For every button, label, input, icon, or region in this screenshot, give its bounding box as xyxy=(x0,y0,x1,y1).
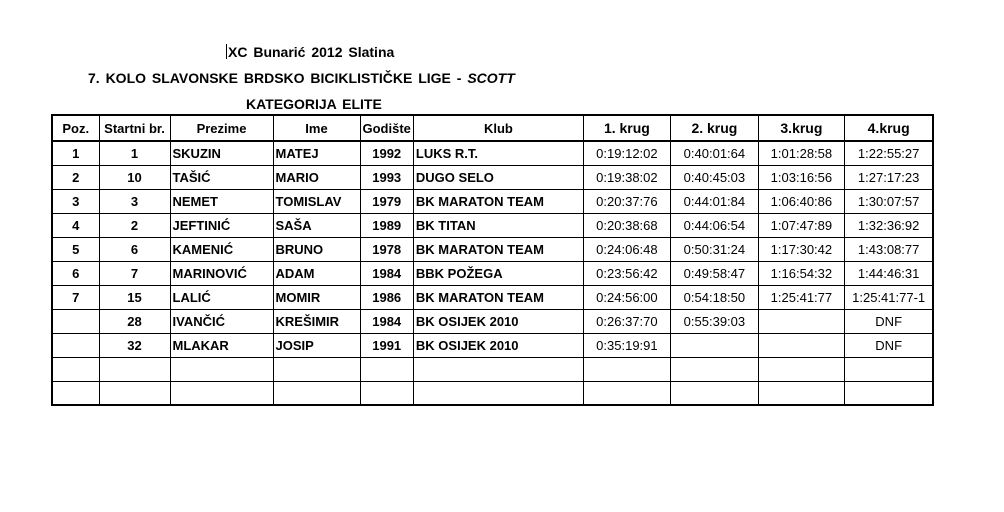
table-cell: JOSIP xyxy=(273,333,360,357)
table-cell xyxy=(52,381,99,405)
table-cell xyxy=(273,381,360,405)
table-cell xyxy=(360,357,413,381)
table-cell xyxy=(360,381,413,405)
table-cell: DUGO SELO xyxy=(413,165,583,189)
table-row xyxy=(52,189,933,213)
table-row xyxy=(52,237,933,261)
table-cell xyxy=(670,333,758,357)
table-cell xyxy=(844,357,933,381)
table-cell: BRUNO xyxy=(273,237,360,261)
table-cell: 1:32:36:92 xyxy=(844,213,933,237)
table-cell: 1:27:17:23 xyxy=(844,165,933,189)
table-cell: BK MARATON TEAM xyxy=(413,237,583,261)
table-cell: 1:06:40:86 xyxy=(758,189,844,213)
table-cell xyxy=(670,357,758,381)
table-cell xyxy=(758,381,844,405)
table-cell xyxy=(583,381,670,405)
table-cell xyxy=(52,309,99,333)
table-cell: 1986 xyxy=(360,285,413,309)
table-cell: MARINOVIĆ xyxy=(170,261,273,285)
table-row xyxy=(52,309,933,333)
table-cell: 2 xyxy=(99,213,170,237)
table-cell: 1:16:54:32 xyxy=(758,261,844,285)
table-cell: LALIĆ xyxy=(170,285,273,309)
col-header: 4.krug xyxy=(844,115,933,141)
col-header: Startni br. xyxy=(99,115,170,141)
table-cell xyxy=(170,357,273,381)
table-cell: 0:44:06:54 xyxy=(670,213,758,237)
table-cell: MARIO xyxy=(273,165,360,189)
table-cell: 0:55:39:03 xyxy=(670,309,758,333)
table-cell: 2 xyxy=(52,165,99,189)
table-cell: 1:17:30:42 xyxy=(758,237,844,261)
table-cell: 0:24:06:48 xyxy=(583,237,670,261)
table-cell: 1 xyxy=(99,141,170,165)
table-row xyxy=(52,285,933,309)
table-row xyxy=(52,165,933,189)
table-cell: 4 xyxy=(52,213,99,237)
table-cell: BK MARATON TEAM xyxy=(413,189,583,213)
table-cell: 1 xyxy=(52,141,99,165)
table-cell: 1984 xyxy=(360,261,413,285)
table-cell xyxy=(670,381,758,405)
col-header: Prezime xyxy=(170,115,273,141)
table-cell: 15 xyxy=(99,285,170,309)
table-cell: 0:19:38:02 xyxy=(583,165,670,189)
table-cell: DNF xyxy=(844,333,933,357)
table-cell: 1:44:46:31 xyxy=(844,261,933,285)
table-cell: TAŠIĆ xyxy=(170,165,273,189)
table-cell: IVANČIĆ xyxy=(170,309,273,333)
table-cell: TOMISLAV xyxy=(273,189,360,213)
category-title: KATEGORIJA ELITE xyxy=(246,96,382,112)
table-cell: 7 xyxy=(99,261,170,285)
table-cell xyxy=(413,357,583,381)
table-row xyxy=(52,261,933,285)
table-cell: 7 xyxy=(52,285,99,309)
table-cell xyxy=(413,381,583,405)
table-cell: 10 xyxy=(99,165,170,189)
table-cell: 0:50:31:24 xyxy=(670,237,758,261)
table-cell: 3 xyxy=(52,189,99,213)
table-cell: BK MARATON TEAM xyxy=(413,285,583,309)
table-cell xyxy=(844,381,933,405)
table-cell xyxy=(52,357,99,381)
table-cell: 1992 xyxy=(360,141,413,165)
table-cell: 5 xyxy=(52,237,99,261)
event-title-text: XC Bunarić 2012 Slatina xyxy=(228,44,395,60)
col-header: 2. krug xyxy=(670,115,758,141)
table-cell: 1991 xyxy=(360,333,413,357)
table-row xyxy=(52,357,933,381)
table-cell: SKUZIN xyxy=(170,141,273,165)
table-cell: KAMENIĆ xyxy=(170,237,273,261)
col-header: 3.krug xyxy=(758,115,844,141)
table-row xyxy=(52,333,933,357)
league-title xyxy=(88,70,515,86)
table-cell: 0:24:56:00 xyxy=(583,285,670,309)
table-cell xyxy=(170,381,273,405)
table-cell: 1:01:28:58 xyxy=(758,141,844,165)
table-cell: DNF xyxy=(844,309,933,333)
table-cell: BBK POŽEGA xyxy=(413,261,583,285)
event-title xyxy=(226,44,394,60)
table-cell: 0:44:01:84 xyxy=(670,189,758,213)
table-cell: KREŠIMIR xyxy=(273,309,360,333)
col-header: Godište xyxy=(360,115,413,141)
table-cell: 0:20:37:76 xyxy=(583,189,670,213)
table-cell: 0:23:56:42 xyxy=(583,261,670,285)
table-cell: 1979 xyxy=(360,189,413,213)
table-cell: 0:40:01:64 xyxy=(670,141,758,165)
table-cell xyxy=(52,333,99,357)
table-cell: ADAM xyxy=(273,261,360,285)
table-cell xyxy=(583,357,670,381)
table-cell: JEFTINIĆ xyxy=(170,213,273,237)
table-cell xyxy=(273,357,360,381)
table-cell: 1984 xyxy=(360,309,413,333)
table-cell xyxy=(758,309,844,333)
table-cell: 1978 xyxy=(360,237,413,261)
table-cell: 1:43:08:77 xyxy=(844,237,933,261)
table-cell: 0:19:12:02 xyxy=(583,141,670,165)
table-cell: SAŠA xyxy=(273,213,360,237)
table-cell: 32 xyxy=(99,333,170,357)
table-cell xyxy=(758,333,844,357)
text-cursor xyxy=(226,44,227,59)
table-cell: 1:07:47:89 xyxy=(758,213,844,237)
table-cell: 0:35:19:91 xyxy=(583,333,670,357)
col-header: Ime xyxy=(273,115,360,141)
col-header: 1. krug xyxy=(583,115,670,141)
table-cell: 6 xyxy=(52,261,99,285)
table-cell: 28 xyxy=(99,309,170,333)
header-row xyxy=(52,115,933,141)
table-cell: 1:03:16:56 xyxy=(758,165,844,189)
table-cell: BK OSIJEK 2010 xyxy=(413,309,583,333)
table-cell: 1:22:55:27 xyxy=(844,141,933,165)
col-header: Poz. xyxy=(52,115,99,141)
table-cell: MLAKAR xyxy=(170,333,273,357)
table-cell: 1:25:41:77-1 xyxy=(844,285,933,309)
table-cell: MATEJ xyxy=(273,141,360,165)
table-row xyxy=(52,381,933,405)
table-cell: 1:30:07:57 xyxy=(844,189,933,213)
table-cell: 3 xyxy=(99,189,170,213)
table-cell: BK OSIJEK 2010 xyxy=(413,333,583,357)
table-cell: MOMIR xyxy=(273,285,360,309)
table-row xyxy=(52,141,933,165)
table-cell: 0:54:18:50 xyxy=(670,285,758,309)
league-title-text: 7. KOLO SLAVONSKE BRDSKO BICIKLISTIČKE LIGE - xyxy=(88,70,468,86)
table-cell: 6 xyxy=(99,237,170,261)
table-cell: 1993 xyxy=(360,165,413,189)
table-cell: 1989 xyxy=(360,213,413,237)
table-cell: 0:49:58:47 xyxy=(670,261,758,285)
results-table xyxy=(51,114,934,406)
table-cell: LUKS R.T. xyxy=(413,141,583,165)
col-header: Klub xyxy=(413,115,583,141)
table-cell: 0:20:38:68 xyxy=(583,213,670,237)
sponsor-name: SCOTT xyxy=(467,70,515,86)
table-cell xyxy=(99,357,170,381)
table-cell xyxy=(99,381,170,405)
table-cell: 1:25:41:77 xyxy=(758,285,844,309)
table-cell xyxy=(758,357,844,381)
table-cell: NEMET xyxy=(170,189,273,213)
table-cell: 0:26:37:70 xyxy=(583,309,670,333)
table-row xyxy=(52,213,933,237)
table-cell: 0:40:45:03 xyxy=(670,165,758,189)
table-cell: BK TITAN xyxy=(413,213,583,237)
